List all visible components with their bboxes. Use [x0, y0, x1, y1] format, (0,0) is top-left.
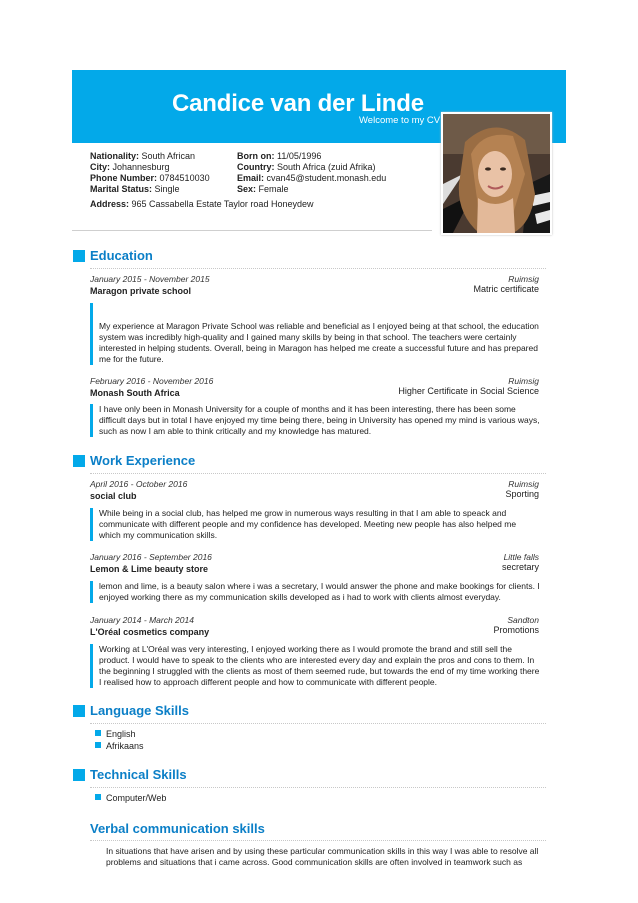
marital-row [90, 184, 180, 195]
technical-divider [90, 787, 546, 788]
nationality-label: Nationality: [90, 151, 140, 161]
work-2-desc: lemon and lime, is a beauty salon where i was a secretary, I would answer the phone and make bookings for clients. I enjoyed working there as my communication skills developed as i had to work with clients almost everyday. [90, 581, 540, 603]
nationality-value: South African [141, 151, 196, 161]
email-label: Email: [237, 173, 265, 183]
language-section-marker [73, 705, 85, 717]
education-1-org: Maragon private school [90, 286, 192, 296]
header-subtitle: Welcome to my CV [359, 115, 441, 126]
marital-label: Marital Status: [90, 184, 153, 194]
email-value[interactable]: cvan45@student.monash.edu [266, 173, 387, 183]
work-3-place: Sandton [507, 615, 539, 625]
technical-section-marker [73, 769, 85, 781]
work-3-date: January 2014 - March 2014 [90, 615, 194, 625]
education-2-place: Ruimsig [508, 376, 539, 386]
education-2-desc: I have only been in Monash University for a couple of months and it has been interesting, there has been some difficult days but in total I have enjoyed my time being there, being in University has opened my mind is various ways, such as now I am able to think critically and my knowledge has matured. [90, 404, 540, 437]
city-value: Johannesburg [112, 162, 170, 172]
work-1-date: April 2016 - October 2016 [90, 479, 188, 489]
work-section-marker [73, 455, 85, 467]
language-item-label: Afrikaans [106, 741, 144, 751]
country-value: South Africa (zuid Afrika) [277, 162, 376, 172]
candidate-name: Candice van der Linde [172, 90, 424, 117]
born-value: 11/05/1996 [277, 151, 322, 161]
personal-divider [72, 230, 432, 231]
bullet-square-icon [95, 794, 101, 800]
technical-item [95, 793, 166, 803]
education-heading: Education [90, 248, 153, 263]
technical-item-label: Computer/Web [106, 793, 167, 803]
work-3-role: Promotions [493, 625, 539, 635]
bullet-square-icon [95, 742, 101, 748]
address-label: Address: [90, 199, 130, 209]
email-row [237, 173, 386, 184]
nationality-row [90, 151, 195, 162]
work-1-role: Sporting [505, 489, 539, 499]
work-heading: Work Experience [90, 453, 196, 468]
sex-label: Sex: [237, 184, 257, 194]
bullet-square-icon [95, 730, 101, 736]
profile-photo [441, 112, 552, 235]
work-3-desc: Working at L'Oréal was very interesting, I enjoyed working there as I would promote the brand and still sell the product. I would have to speak to the clients who are interested every day and explain the pros and cons to them. In the beginning I struggled with the clients as most of them seemed rude, but towards the end of my time working there I realised how to approach different people and how to communicate with different people. [90, 644, 540, 688]
born-label: Born on: [237, 151, 275, 161]
education-section-marker [73, 250, 85, 262]
work-1-desc: While being in a social club, has helped me grow in numerous ways resulting in that I am able to speack and communicate with different people and my confidence has developed. Meeting new people has also helped me which my communication skills. [90, 508, 540, 541]
marital-value: Single [154, 184, 180, 194]
language-item-label: English [106, 729, 136, 739]
work-2-date: January 2016 - September 2016 [90, 552, 212, 562]
education-1-place: Ruimsig [508, 274, 539, 284]
phone-label: Phone Number: [90, 173, 158, 183]
address-value: 965 Cassabella Estate Taylor road Honeydew [131, 199, 314, 209]
country-row [237, 162, 376, 173]
profile-photo-image [443, 114, 550, 233]
verbal-text: In situations that have arisen and by using these particular communication skills in this way I was able to resolve all problems and situations that i came across. Good communication skills are often involved in teamwork such as [106, 846, 539, 867]
language-item [95, 729, 136, 739]
work-2-role: secretary [501, 562, 539, 572]
address-row [90, 199, 313, 210]
phone-value: 0784510030 [159, 173, 210, 183]
phone-row [90, 173, 210, 184]
language-heading: Language Skills [90, 703, 189, 718]
work-divider [90, 473, 546, 474]
city-label: City: [90, 162, 110, 172]
language-divider [90, 723, 546, 724]
sex-value: Female [258, 184, 289, 194]
work-3-org: L'Oréal cosmetics company [90, 627, 210, 637]
verbal-heading: Verbal communication skills [90, 821, 265, 836]
technical-heading: Technical Skills [90, 767, 187, 782]
work-1-org: social club [90, 491, 137, 501]
education-2-role: Higher Certificate in Social Science [398, 386, 539, 396]
country-label: Country: [237, 162, 275, 172]
work-2-place: Little falls [503, 552, 539, 562]
education-1-date: January 2015 - November 2015 [90, 274, 210, 284]
education-2-org: Monash South Africa [90, 388, 180, 398]
work-2-org: Lemon & Lime beauty store [90, 564, 209, 574]
sex-row [237, 184, 289, 195]
language-item [95, 741, 144, 751]
city-row [90, 162, 170, 173]
born-row [237, 151, 321, 162]
education-1-desc: My experience at Maragon Private School was reliable and beneficial as I enjoyed being at that school, the education system was incredibly high-quality and I gained many skills by being in that school. The teachers were certainly interested in helping students. Overall, being in Maragon has helped me create a successful future and has prepared me for the future. [90, 303, 540, 365]
education-1-role: Matric certificate [473, 284, 539, 294]
education-2-date: February 2016 - November 2016 [90, 376, 214, 386]
education-divider [90, 268, 546, 269]
verbal-divider [90, 840, 546, 841]
work-1-place: Ruimsig [508, 479, 539, 489]
